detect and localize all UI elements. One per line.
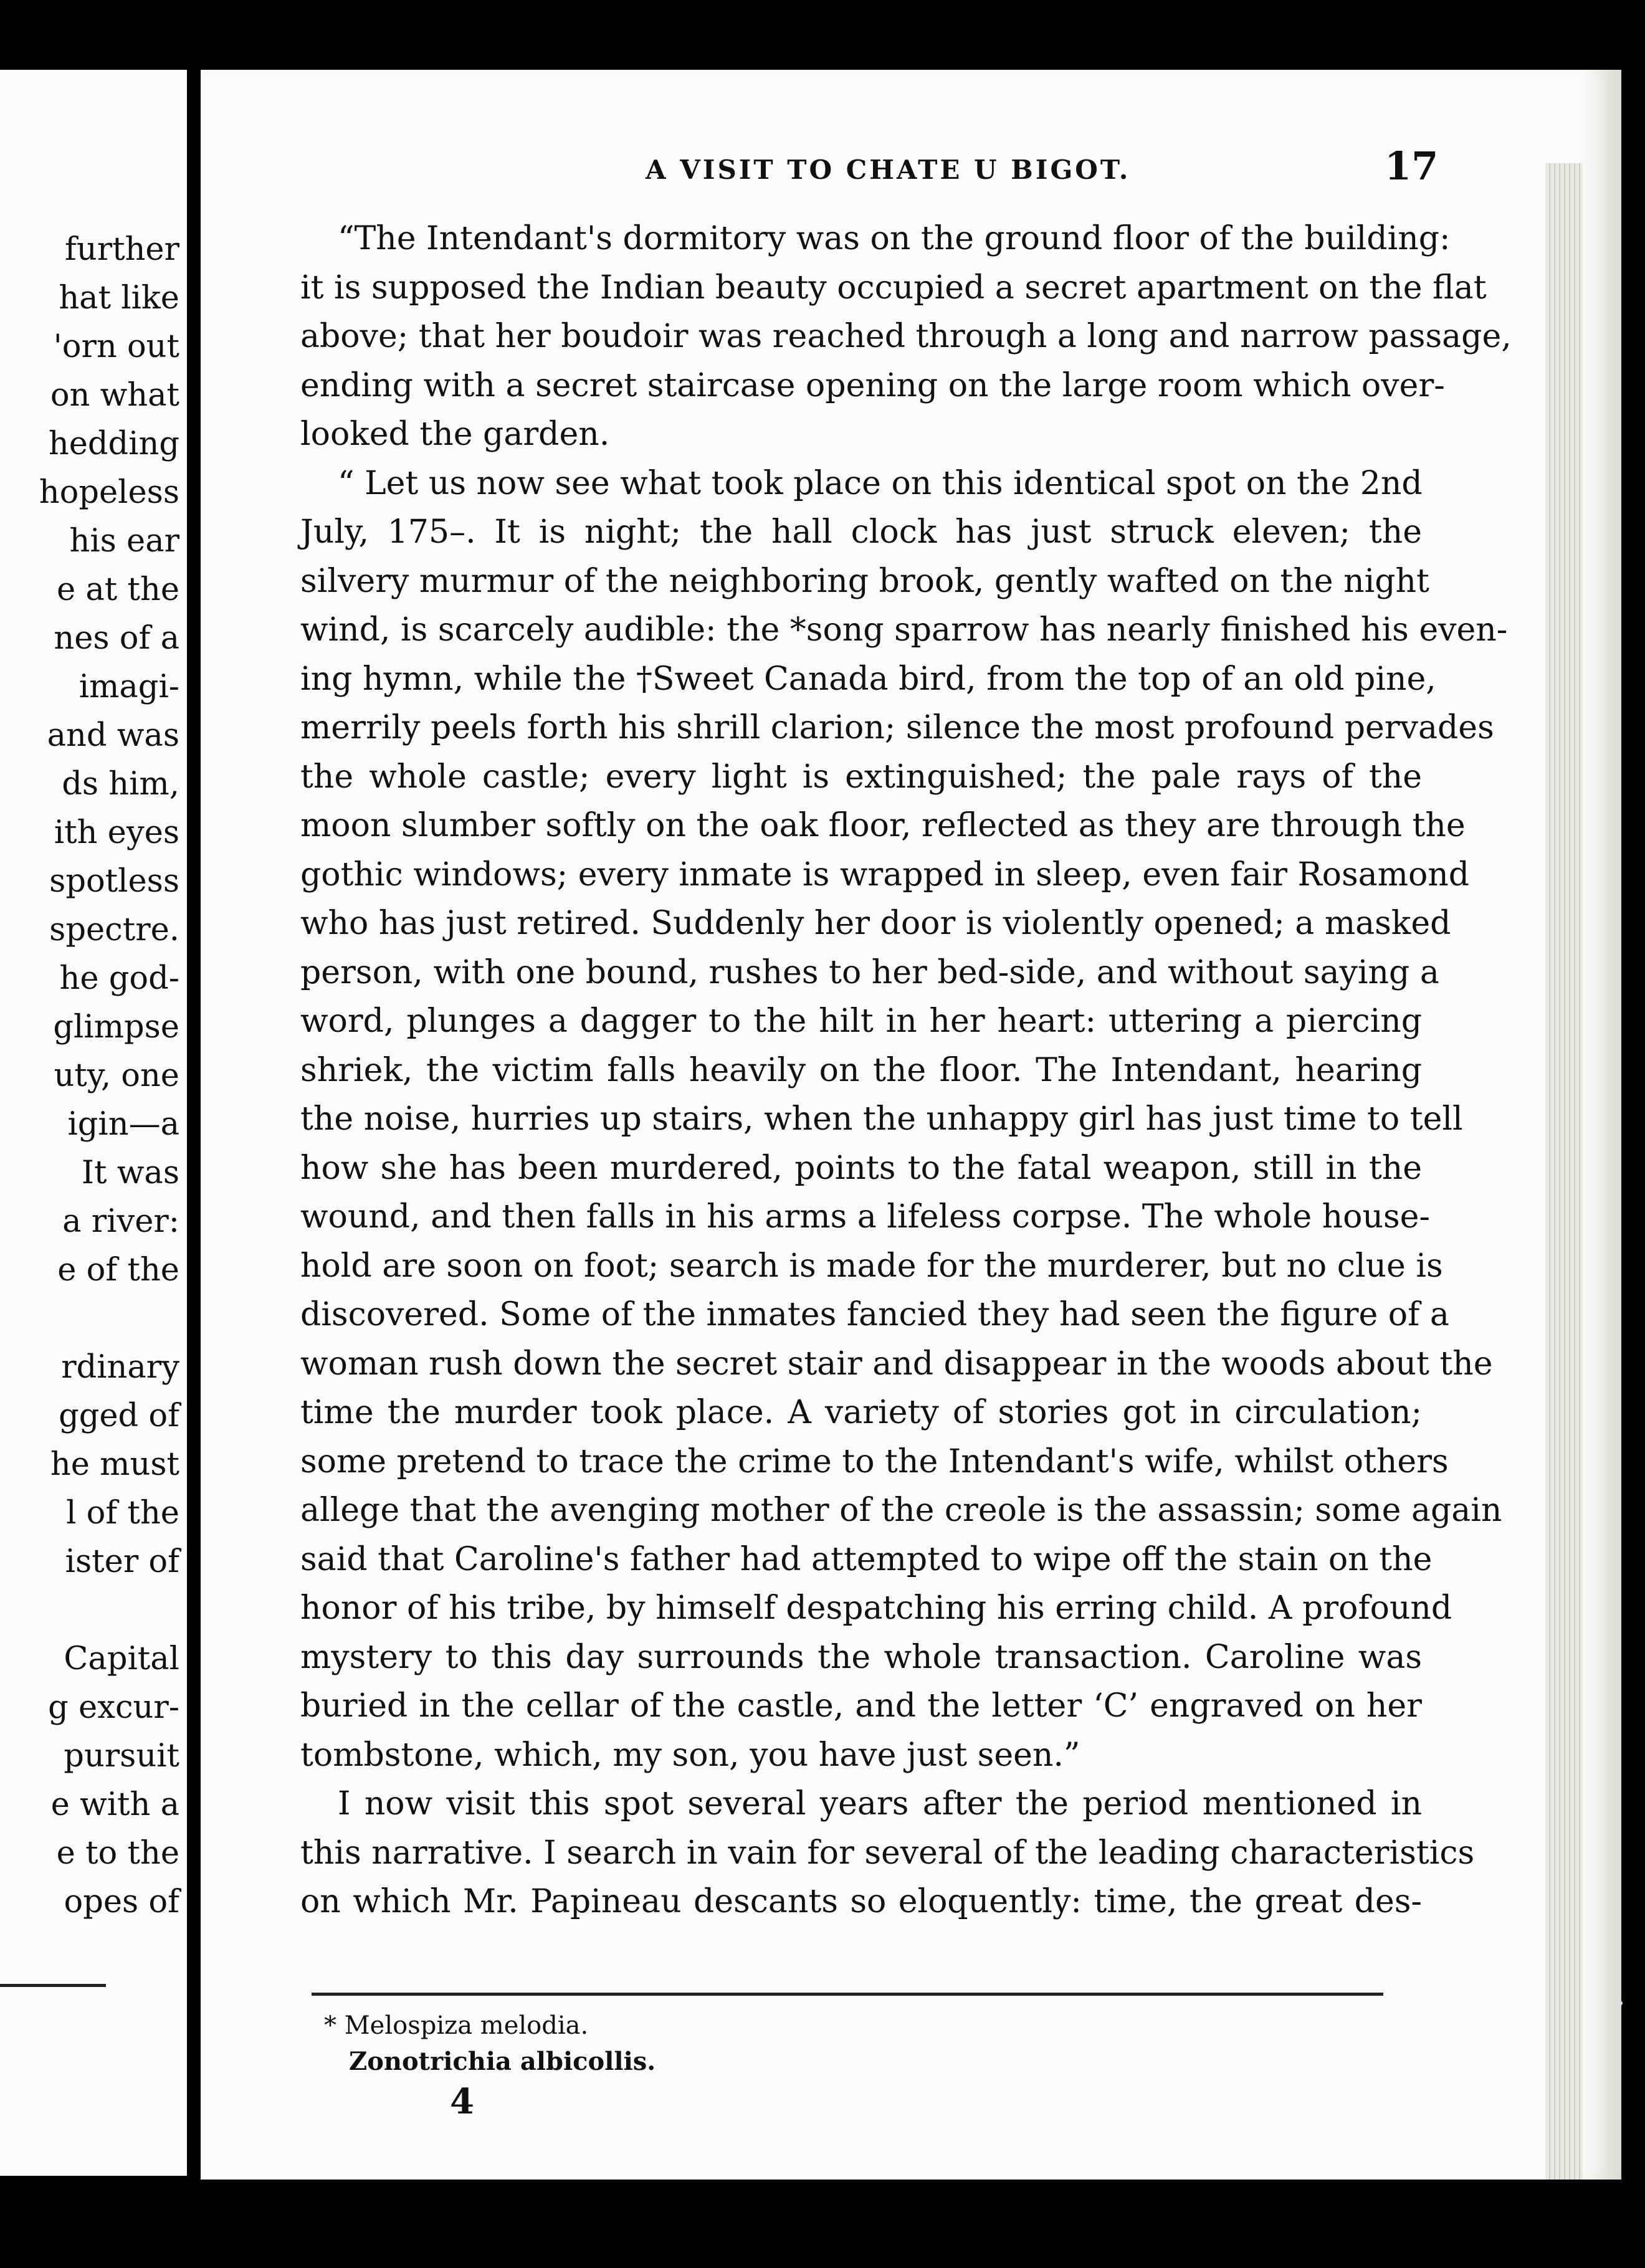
left-page-line: gged of [59,1398,179,1434]
left-page-line: further [64,231,179,268]
footnote: Zonotrichia albicollis. [349,2047,656,2076]
left-page-line: he must [50,1446,179,1483]
text-line: wound, and then falls in his arms a lifeless corpse. The whole house- [300,1198,1430,1236]
text-line: the whole castle; every light is extinguished; the pale rays of the [300,758,1422,796]
left-page-line: opes of [64,1884,179,1920]
text-line: I now visit this spot several years after the period mentioned in [338,1785,1422,1822]
text-line: word, plunges a dagger to the hilt in her heart: uttering a piercing [300,1003,1422,1040]
text-line: it is supposed the Indian beauty occupied a secret apartment on the flat [300,269,1487,307]
left-page-line: nes of a [54,620,179,657]
left-page-line: spotless [49,863,179,900]
current-page [201,70,1621,2180]
text-line: above; that her boudoir was reached through a long and narrow passage, [300,318,1512,355]
previous-page [0,70,187,2176]
footnote: * Melospiza melodia. [324,2011,589,2040]
text-line: discovered. Some of the inmates fancied they had seen the figure of a [300,1296,1449,1333]
text-line: person, with one bound, rushes to her bed-side, and without saying a [300,953,1439,991]
footnote-rule [312,1993,1383,1996]
text-line: looked the garden. [300,416,610,453]
left-page-line: hopeless [39,474,179,511]
text-line: tombstone, which, my son, you have just seen.” [300,1736,1080,1774]
left-page-line: g excur- [48,1689,179,1726]
text-line: honor of his tribe, by himself despatching his erring child. A profound [300,1589,1452,1627]
left-page-line: he god- [59,960,179,997]
left-page-line: and was [47,717,179,754]
text-line: ending with a secret staircase opening on the large room which over- [300,366,1445,404]
left-page-line: ds him, [62,766,179,803]
left-page-line: l of the [66,1495,179,1532]
text-line: gothic windows; every inmate is wrapped in sleep, even fair Rosamond [300,855,1470,893]
left-page-line: e with a [50,1786,179,1823]
text-line: said that Caroline's father had attempted to wipe off the stain on the [300,1540,1433,1578]
text-line: this narrative. I search in vain for several of the leading characteristics [300,1834,1475,1872]
left-page-line: ister of [65,1543,179,1580]
left-page-line: glimpse [53,1009,179,1046]
footnotes [324,2008,656,2080]
left-page-line: uty, one [54,1057,179,1094]
left-page-line: rdinary [61,1349,179,1386]
text-line: ing hymn, while the †Sweet Canada bird, from the top of an old pine, [300,660,1436,698]
left-page-line: his ear [69,523,179,560]
text-line: shriek, the victim falls heavily on the floor. The Intendant, hearing [300,1051,1422,1089]
text-line: time the murder took place. A variety of stories got in circulation; [300,1394,1422,1431]
text-line: moon slumber softly on the oak floor, reflected as they are through the [300,807,1466,844]
left-page-line: e to the [56,1835,179,1872]
text-line: hold are soon on foot; search is made for the murderer, but no clue is [300,1247,1443,1285]
left-page-line: e at the [56,571,179,608]
left-page-line: It was [81,1155,179,1191]
text-line: mystery to this day surrounds the whole transaction. Caroline was [300,1638,1422,1676]
text-line: merrily peels forth his shrill clarion; silence the most profound pervades [300,709,1494,746]
text-line: “The Intendant's dormitory was on the ground floor of the building: [338,220,1451,257]
text-line: how she has been murdered, points to the fatal weapon, still in the [300,1149,1422,1187]
left-page-line: a river: [62,1203,179,1240]
text-line: on which Mr. Papineau descants so eloquently: time, the great des- [300,1883,1422,1920]
footnote-rule-left [0,1984,106,1987]
left-page-line: e of the [57,1252,179,1289]
text-line: silvery murmur of the neighboring brook, gently wafted on the night [300,562,1429,600]
text-line: allege that the avenging mother of the creole is the assassin; some again [300,1492,1502,1529]
text-line: July, 175–. It is night; the hall clock has just struck eleven; the [300,513,1422,551]
text-line: buried in the cellar of the castle, and the letter ‘C’ engraved on her [300,1687,1422,1725]
text-line: woman rush down the secret stair and disappear in the woods about the [300,1345,1493,1383]
left-page-line: spectre. [49,912,179,948]
left-page-line: igin—a [67,1106,179,1143]
text-line: “ Let us now see what took place on this identical spot on the 2nd [338,464,1423,502]
left-page-line: on what [50,377,179,414]
text-line: wind, is scarcely audible: the *song sparrow has nearly finished his even- [300,611,1508,649]
speck [1614,2000,1623,2006]
left-page-line: ith eyes [54,814,179,851]
left-page-line: imagi- [79,669,179,705]
text-line: the noise, hurries up stairs, when the unhappy girl has just time to tell [300,1100,1463,1138]
left-page-line: hedding [48,426,179,462]
left-page-line: hat like [59,280,179,317]
text-line: who has just retired. Suddenly her door is violently opened; a masked [300,905,1451,942]
page-edges [1545,163,1583,2180]
text-line: some pretend to trace the crime to the Intendant's wife, whilst others [300,1442,1449,1480]
page-number: 17 [1385,143,1439,189]
running-head: A VISIT TO CHATE U BIGOT. [646,155,1131,185]
left-page-line: 'orn out [53,328,179,365]
left-page-line: Capital [64,1641,179,1677]
signature-mark: 4 [450,2081,474,2122]
body-text [300,214,1512,1927]
left-page-line: pursuit [64,1738,179,1775]
